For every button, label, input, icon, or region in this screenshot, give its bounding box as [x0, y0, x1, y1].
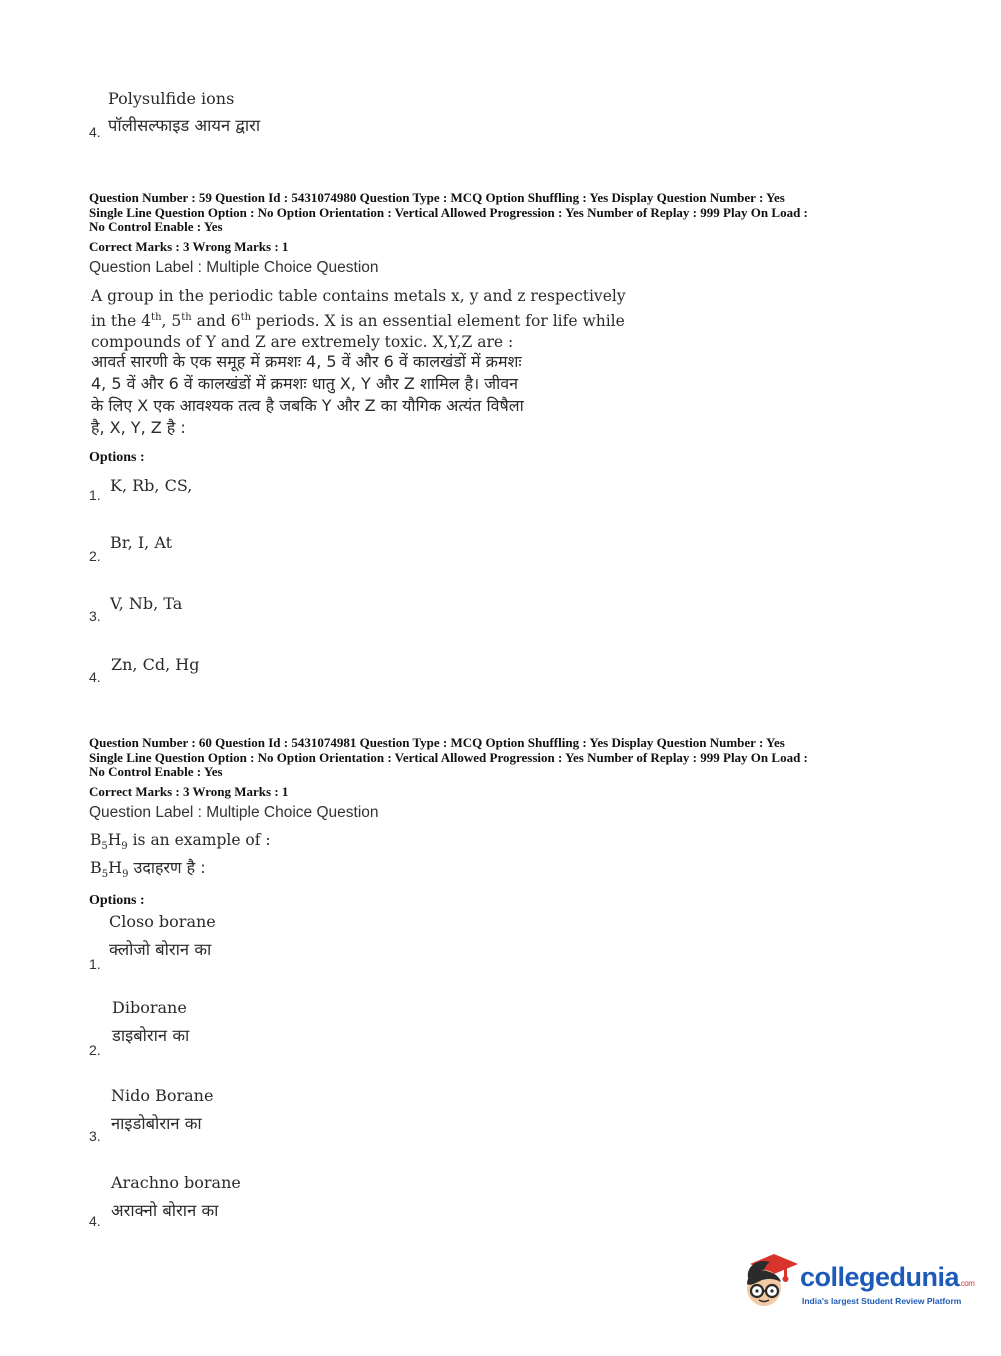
q60-question-label: Question Label : Multiple Choice Question	[89, 804, 379, 821]
q60-option-1-text-hi: क्लोजो बोरान का	[109, 940, 212, 959]
q60-meta-line1: Question Number : 60 Question Id : 5431074981 Question Type : MCQ Option Shuffling : Yes Display Question Number : Yes	[89, 735, 785, 750]
q59-stem-en-line3: compounds of Y and Z are extremely toxic. X,Y,Z are :	[91, 333, 514, 352]
q59-meta-line1: Question Number : 59 Question Id : 5431074980 Question Type : MCQ Option Shuffling : Yes Display Question Number : Yes	[89, 190, 785, 205]
q59-options-heading: Options :	[89, 450, 145, 465]
q60-option-3-number: 3.	[89, 1128, 101, 1144]
brand-name: collegedunia.com	[800, 1262, 975, 1292]
q59-option-1-number: 1.	[89, 487, 101, 503]
q60-option-4-number: 4.	[89, 1213, 101, 1229]
brand-tagline: India's largest Student Review Platform	[802, 1296, 962, 1306]
q60-option-3-text-en: Nido Borane	[111, 1086, 214, 1105]
q60-option-1-number: 1.	[89, 956, 101, 972]
q59-option-2-number: 2.	[89, 548, 101, 564]
q60-option-2-text-en: Diborane	[112, 998, 187, 1017]
q59-meta-line2: Single Line Question Option : No Option Orientation : Vertical Allowed Progression : Yes Number of Replay : 999 Play On Load :	[89, 204, 808, 220]
q59-option-1-text: K, Rb, CS,	[110, 476, 193, 495]
q59-stem-hi-line4: है, X, Y, Z है :	[91, 418, 186, 437]
brand-com: .com	[959, 1279, 975, 1288]
q59-stem-en-line1: A group in the periodic table contains metals x, y and z respectively	[91, 287, 626, 305]
q59-option-4-text: Zn, Cd, Hg	[111, 655, 200, 674]
q59-stem-hi-line2: 4, 5 वें और 6 वें कालखंडों में क्रमशः धातु X, Y और Z शामिल है। जीवन	[91, 374, 519, 393]
q60-meta-line2: Single Line Question Option : No Option Orientation : Vertical Allowed Progression : Yes Number of Replay : 999 Play On Load :	[89, 749, 808, 765]
q60-option-2-text-hi: डाइबोरान का	[112, 1026, 190, 1045]
q60-option-4-text-hi: अराक्नो बोरान का	[111, 1201, 219, 1220]
q59-option-3-number: 3.	[89, 608, 101, 624]
q60-options-heading: Options :	[89, 893, 145, 908]
q60-option-3-text-hi: नाइडोबोरान का	[111, 1114, 202, 1133]
q59-stem-hi	[91, 351, 711, 439]
q59-stem-en-line2: in the 4th, 5th and 6th periods. X is an essential element for life while	[91, 312, 625, 331]
q60-meta-line3: No Control Enable : Yes	[89, 764, 223, 779]
q59-stem-en	[91, 286, 711, 353]
q59-option-2-text: Br, I, At	[110, 533, 173, 552]
prev-option-text-hi: पॉलीसल्फाइड आयन द्वारा	[108, 116, 261, 135]
brand-logo	[740, 1248, 975, 1318]
q60-stem-hi: $B_5H_9$ उदाहरण है :	[90, 858, 206, 881]
q60-option-1-text-en: Closo borane	[109, 912, 216, 931]
q59-stem-hi-line3: के लिए X एक आवश्यक तत्व है जबकि Y और Z का यौगिक अत्यंत विषैला	[91, 396, 524, 415]
q60-option-2-number: 2.	[89, 1042, 101, 1058]
q59-option-3-text: V, Nb, Ta	[110, 594, 183, 613]
q59-question-label: Question Label : Multiple Choice Question	[89, 259, 379, 276]
q60-stem-en: $B_5H_9$ is an example of :	[90, 831, 271, 853]
prev-option-text-en: Polysulfide ions	[108, 89, 235, 108]
q59-marks: Correct Marks : 3 Wrong Marks : 1	[89, 239, 289, 254]
mascot-icon	[740, 1248, 802, 1312]
q59-stem-hi-line1: आवर्त सारणी के एक समूह में क्रमशः 4, 5 वें और 6 वें कालखंडों में क्रमशः	[91, 352, 522, 371]
q60-marks: Correct Marks : 3 Wrong Marks : 1	[89, 784, 289, 799]
q59-meta-line3: No Control Enable : Yes	[89, 219, 223, 234]
prev-option-number: 4.	[89, 124, 101, 140]
q60-option-4-text-en: Arachno borane	[111, 1173, 241, 1192]
q59-option-4-number: 4.	[89, 669, 101, 685]
